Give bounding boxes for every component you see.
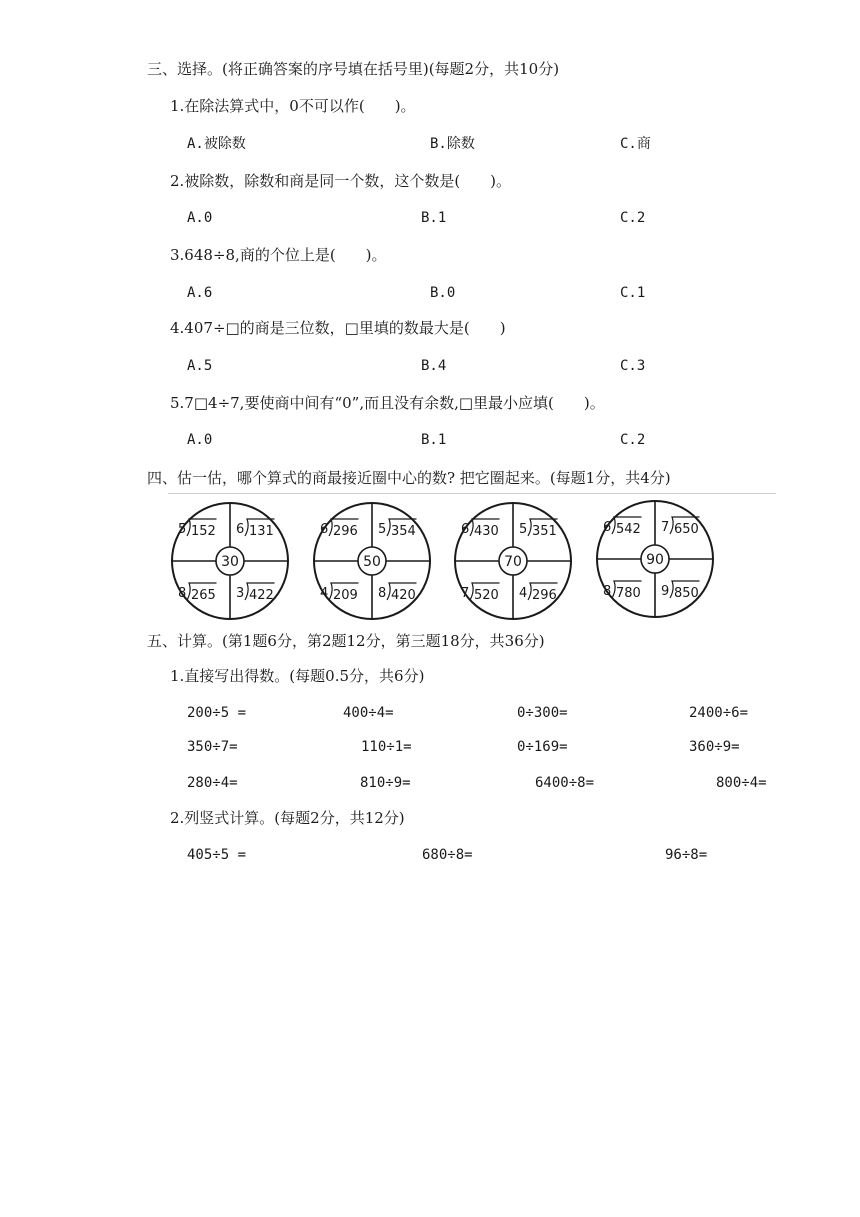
- calc-1-2: 400÷4=: [343, 705, 394, 721]
- dividend: 351: [532, 524, 557, 539]
- part-2-title: 2.列竖式计算。(每题2分，共12分): [170, 809, 405, 827]
- part-1-title: 1.直接写出得数。(每题0.5分，共6分): [170, 667, 425, 685]
- section-3-heading: 三、选择。(将正确答案的序号填在括号里)(每题2分，共10分): [147, 60, 560, 78]
- dividend: 650: [674, 522, 699, 537]
- q2-text: 2.被除数，除数和商是同一个数，这个数是( )。: [170, 172, 512, 190]
- calc-2-1: 350÷7=: [187, 739, 238, 755]
- dividend: 542: [616, 522, 641, 537]
- divisor: 5: [178, 522, 187, 537]
- q3-option-b: B.0: [430, 285, 456, 301]
- dividend: 420: [391, 588, 416, 603]
- estimate-circle-3: [455, 503, 571, 619]
- center-number: 70: [504, 554, 522, 570]
- q1-option-c: C.商: [620, 136, 651, 152]
- calc-3-1: 280÷4=: [187, 775, 238, 791]
- calc-3-4: 800÷4=: [716, 775, 767, 791]
- q2-option-a: A.0: [187, 210, 213, 226]
- divisor: 8: [178, 586, 187, 601]
- dividend: 296: [532, 588, 557, 603]
- q3-option-a: A.6: [187, 285, 213, 301]
- calc-3-3: 6400÷8=: [535, 775, 595, 791]
- divisor: 7: [661, 520, 670, 535]
- section-4-heading: 四、估一估，哪个算式的商最接近圈中心的数? 把它圈起来。(每题1分，共4分): [147, 469, 671, 487]
- calc-1-4: 2400÷6=: [689, 705, 749, 721]
- calc-1-1: 200÷5 =: [187, 705, 247, 721]
- center-number: 30: [221, 554, 239, 570]
- dividend: 430: [474, 524, 499, 539]
- vertical-calc-1: 405÷5 =: [187, 847, 247, 863]
- q2-option-c: C.2: [620, 210, 646, 226]
- divisor: 7: [461, 586, 470, 601]
- calc-2-3: 0÷169=: [517, 739, 568, 755]
- q5-option-a: A.0: [187, 432, 213, 448]
- q4-option-a: A.5: [187, 358, 213, 374]
- q4-option-c: C.3: [620, 358, 646, 374]
- q1-option-a: A.被除数: [187, 136, 246, 152]
- q5-option-c: C.2: [620, 432, 646, 448]
- center-number: 50: [363, 554, 381, 570]
- divisor: 4: [320, 586, 329, 601]
- calc-2-4: 360÷9=: [689, 739, 740, 755]
- q5-text: 5.7□4÷7,要使商中间有“0”,而且没有余数,□里最小应填( )。: [170, 394, 605, 412]
- divisor: 9: [661, 584, 670, 599]
- divisor: 5: [519, 522, 528, 537]
- dividend: 354: [391, 524, 416, 539]
- section-5-heading: 五、计算。(第1题6分，第2题12分，第三题18分，共36分): [147, 632, 545, 650]
- q1-text: 1.在除法算式中，0不可以作( )。: [170, 97, 416, 115]
- dividend: 131: [249, 524, 274, 539]
- q1-option-b: B.除数: [430, 136, 475, 152]
- q3-text: 3.648÷8,商的个位上是( )。: [170, 246, 387, 264]
- dividend: 296: [333, 524, 358, 539]
- estimate-circle-4: [597, 501, 713, 617]
- q4-text: 4.407÷□的商是三位数，□里填的数最大是( ): [170, 319, 506, 337]
- divisor: 6: [236, 522, 245, 537]
- divisor: 6: [320, 522, 329, 537]
- q2-option-b: B.1: [421, 210, 447, 226]
- dividend: 780: [616, 586, 641, 601]
- divisor: 3: [236, 586, 245, 601]
- dividend: 850: [674, 586, 699, 601]
- dividend: 422: [249, 588, 274, 603]
- divisor: 4: [519, 586, 528, 601]
- dividend: 152: [191, 524, 216, 539]
- estimate-circle-1: [172, 503, 288, 619]
- center-number: 90: [646, 552, 664, 568]
- calc-2-2: 110÷1=: [361, 739, 412, 755]
- calc-1-3: 0÷300=: [517, 705, 568, 721]
- q3-option-c: C.1: [620, 285, 646, 301]
- vertical-calc-3: 96÷8=: [665, 847, 708, 863]
- vertical-calc-2: 680÷8=: [422, 847, 473, 863]
- q4-option-b: B.4: [421, 358, 447, 374]
- dividend: 209: [333, 588, 358, 603]
- dividend: 520: [474, 588, 499, 603]
- divisor: 8: [603, 584, 612, 599]
- divisor: 6: [461, 522, 470, 537]
- divisor: 6: [603, 520, 612, 535]
- divisor: 5: [378, 522, 387, 537]
- q5-option-b: B.1: [421, 432, 447, 448]
- calc-3-2: 810÷9=: [360, 775, 411, 791]
- estimate-circle-2: [314, 503, 430, 619]
- divisor: 8: [378, 586, 387, 601]
- dividend: 265: [191, 588, 216, 603]
